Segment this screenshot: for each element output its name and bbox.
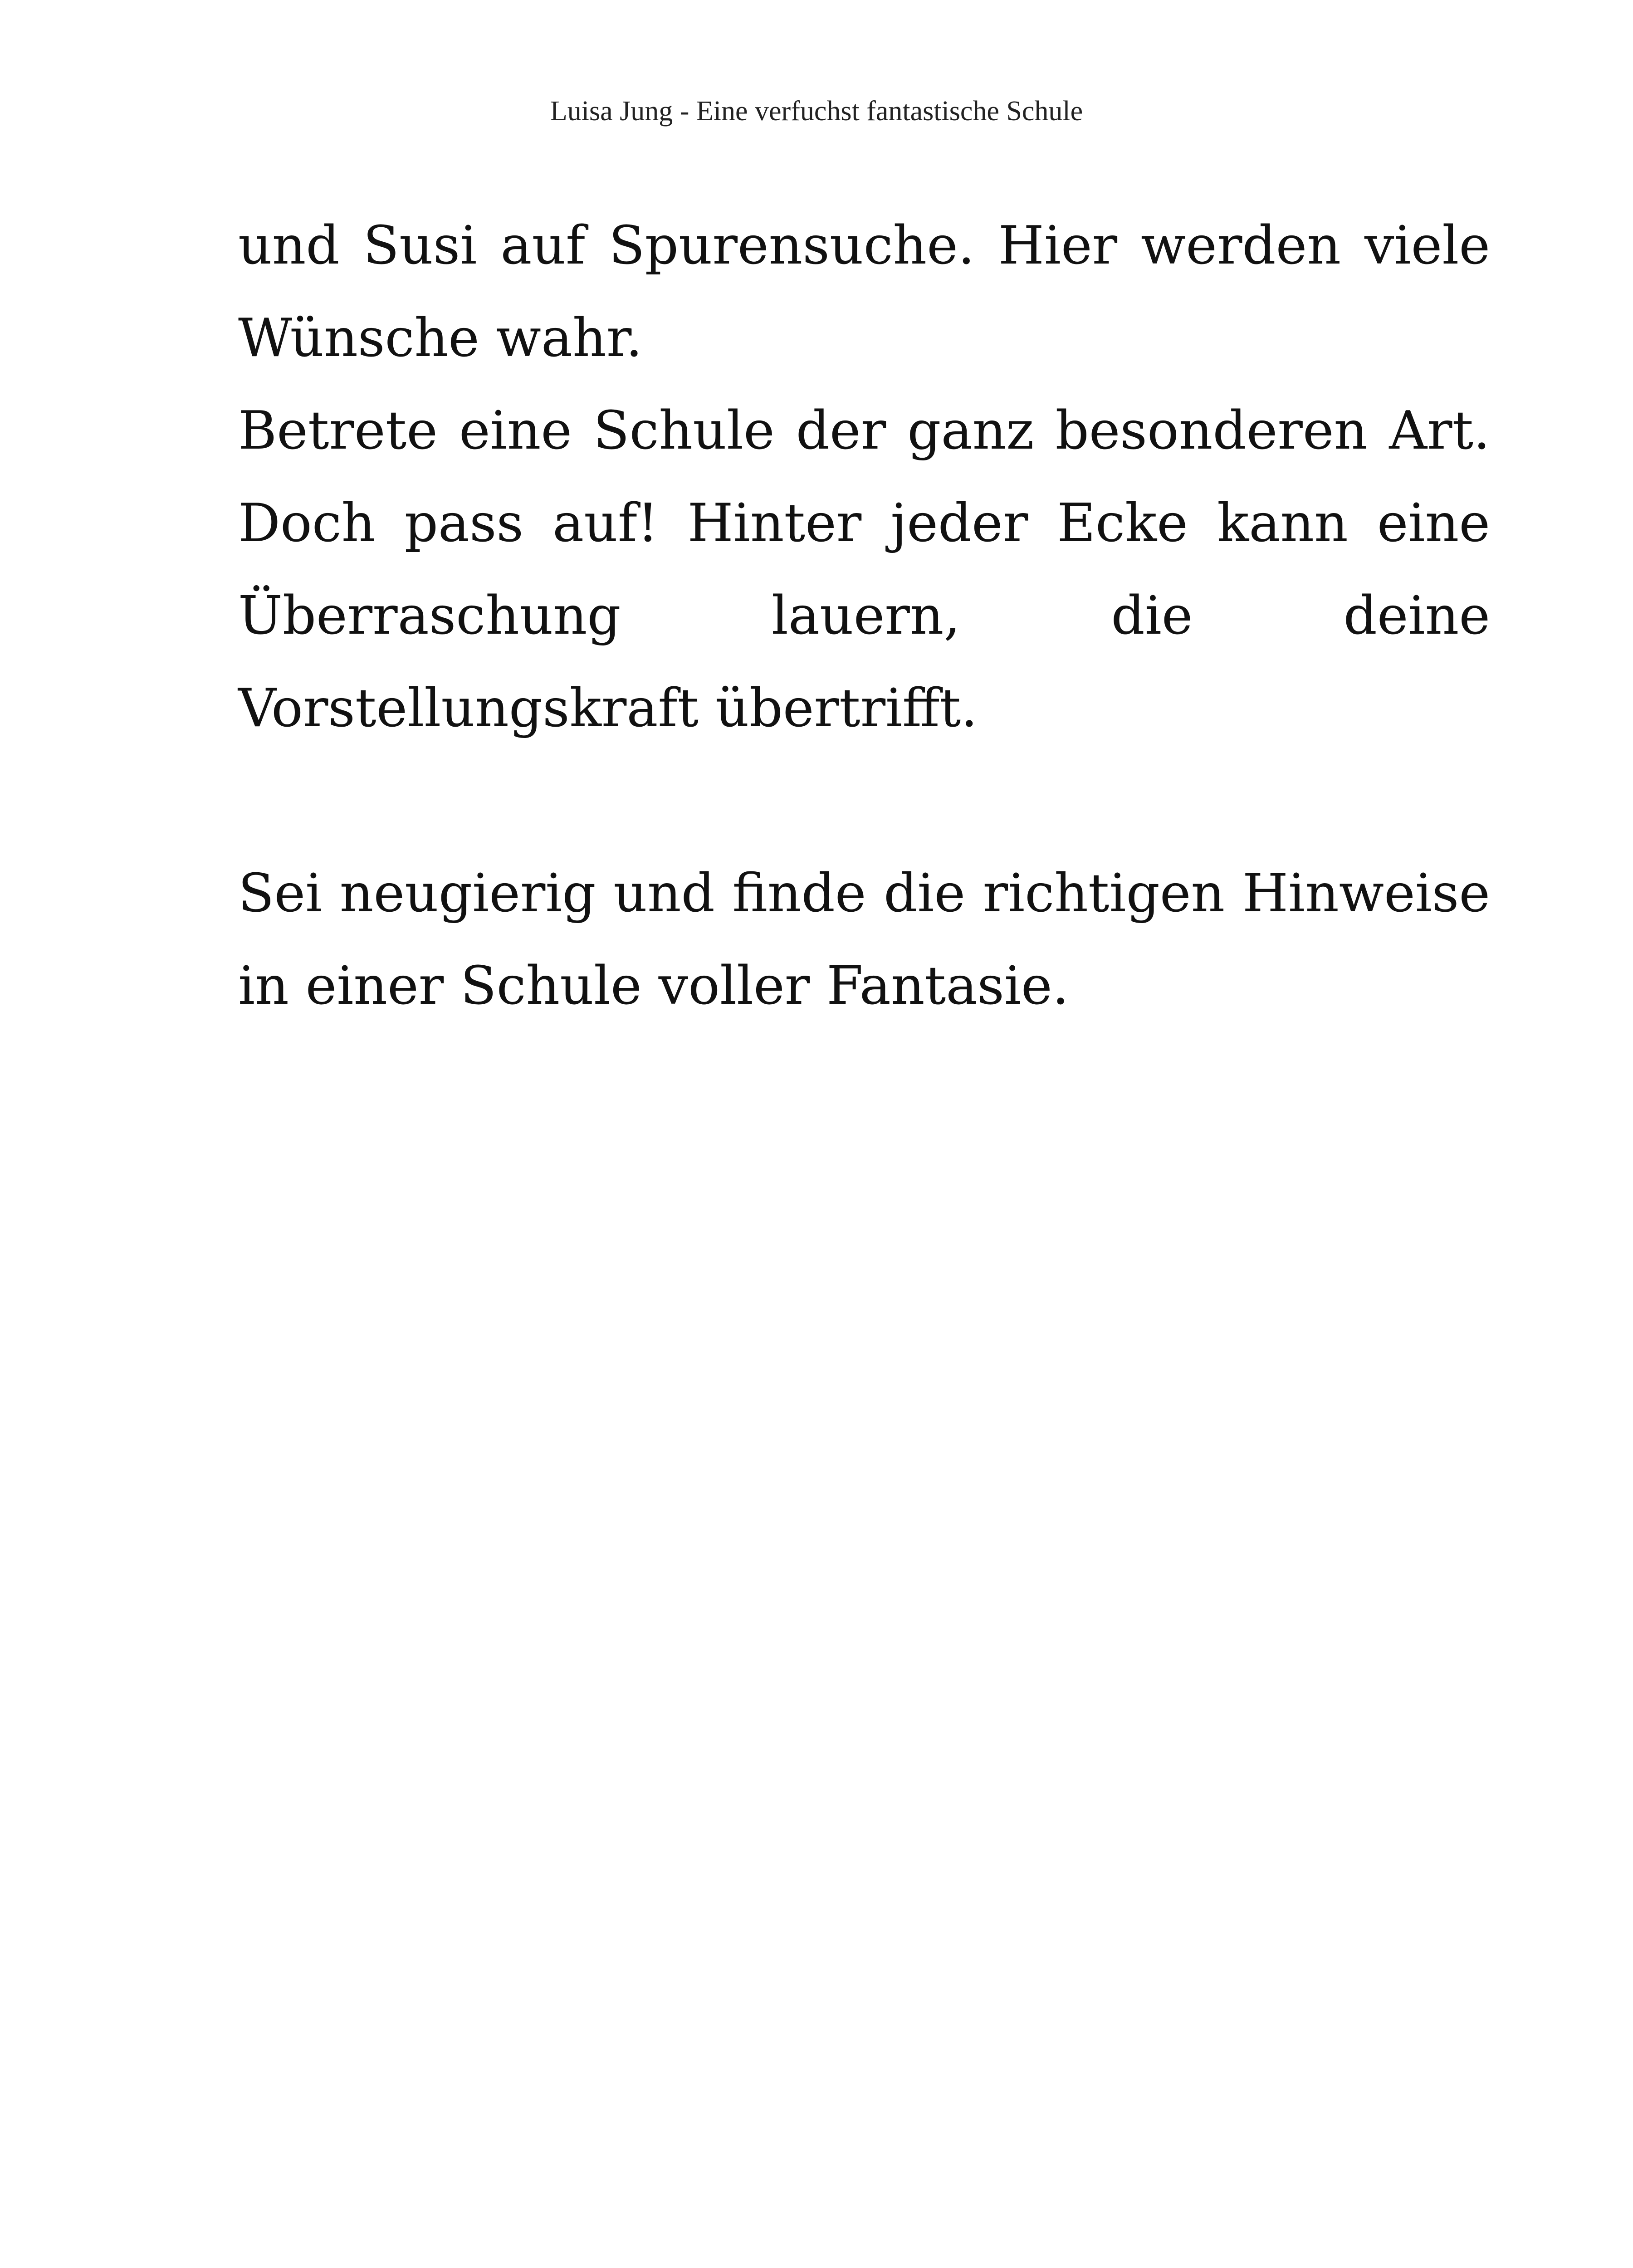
paragraph-3: Sei neugierig und finde die richtigen Hinweise in einer Schule voller Fantasie.	[238, 863, 1490, 1017]
paragraph-2: Betrete eine Schule der ganz besonderen Art. Doch pass auf! Hinter jeder Ecke kann eine Überraschung lauern, die deine Vorstellungskraft übertrifft.	[238, 400, 1490, 739]
body-text	[238, 200, 1490, 1032]
paragraph-spacer	[238, 755, 1490, 847]
running-header: Luisa Jung - Eine verfuchst fantastische Schule	[550, 96, 1083, 127]
paragraph-1: und Susi auf Spurensuche. Hier werden viele Wünsche wahr.	[238, 215, 1490, 369]
